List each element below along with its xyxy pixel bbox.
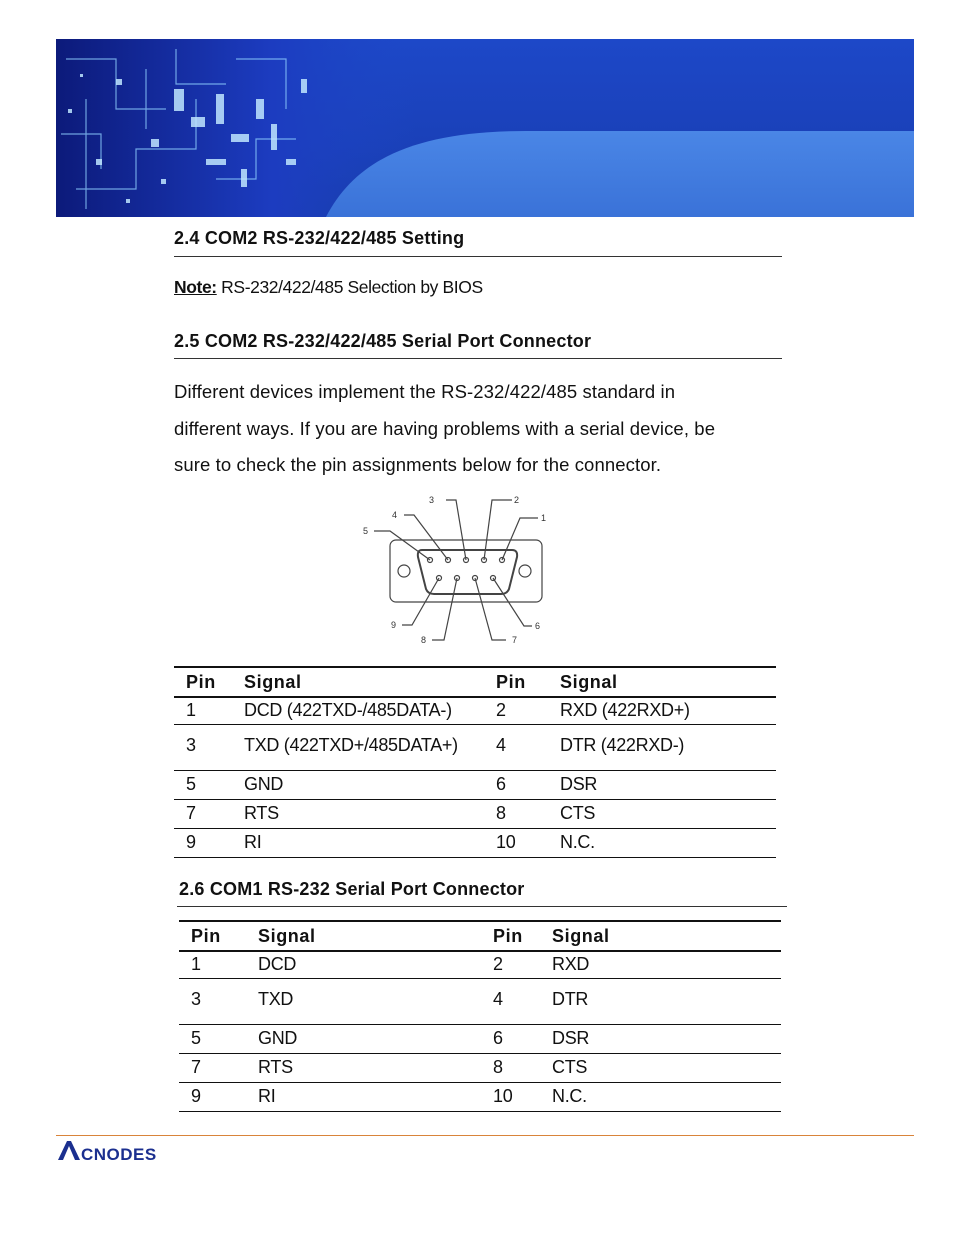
mounting-hole xyxy=(519,565,531,577)
column-header-pin: Pin xyxy=(174,667,244,697)
heading-rule xyxy=(174,256,782,257)
connector-label: 2 xyxy=(514,495,520,505)
note-label: Note: xyxy=(174,277,217,297)
com2-pin-table xyxy=(174,666,776,858)
column-header-signal: Signal xyxy=(552,921,781,951)
table-row xyxy=(174,799,776,828)
pin-cell: 6 xyxy=(496,770,560,799)
table-row xyxy=(174,724,776,770)
signal-cell: RI xyxy=(258,1082,493,1111)
signal-cell: RXD xyxy=(552,951,781,978)
table-row xyxy=(174,828,776,857)
pin-cell: 1 xyxy=(179,951,258,978)
pin-cell: 4 xyxy=(496,724,560,770)
paragraph-line: sure to check the pin assignments below for the connector. xyxy=(174,454,662,475)
signal-cell: DSR xyxy=(560,770,776,799)
section-heading-2-4: 2.4 COM2 RS-232/422/485 Setting xyxy=(174,228,465,248)
pin-cell: 1 xyxy=(174,697,244,724)
column-header-pin: Pin xyxy=(179,921,258,951)
signal-cell: RTS xyxy=(244,799,496,828)
connector-label: 7 xyxy=(512,635,518,645)
signal-cell: DCD xyxy=(258,951,493,978)
column-header-signal: Signal xyxy=(244,667,496,697)
signal-cell: GND xyxy=(244,770,496,799)
connector-label: 6 xyxy=(535,621,541,631)
column-header-signal: Signal xyxy=(258,921,493,951)
signal-cell: DCD (422TXD-/485DATA-) xyxy=(244,697,496,724)
table-row xyxy=(179,1053,781,1082)
pin-cell: 4 xyxy=(493,978,552,1024)
signal-cell: N.C. xyxy=(552,1082,781,1111)
table-row xyxy=(174,697,776,724)
connector-label: 3 xyxy=(429,495,435,505)
connector-label: 1 xyxy=(541,513,547,523)
heading-rule xyxy=(177,906,787,907)
header-banner xyxy=(56,39,914,217)
signal-cell: TXD (422TXD+/485DATA+) xyxy=(244,724,496,770)
section-heading-2-5: 2.5 COM2 RS-232/422/485 Serial Port Connector xyxy=(174,331,592,351)
pin-cell: 2 xyxy=(496,697,560,724)
table-row xyxy=(174,770,776,799)
heading-rule xyxy=(174,358,782,359)
pin-cell: 3 xyxy=(179,978,258,1024)
note-line xyxy=(174,277,483,298)
signal-cell: RTS xyxy=(258,1053,493,1082)
signal-cell: TXD xyxy=(258,978,493,1024)
table-header-row xyxy=(174,667,776,697)
acnodes-logo xyxy=(56,1136,216,1168)
note-text: RS-232/422/485 Selection by BIOS xyxy=(216,277,483,297)
signal-cell: GND xyxy=(258,1024,493,1053)
db9-connector-diagram xyxy=(352,490,552,650)
signal-cell: DTR xyxy=(552,978,781,1024)
circuit-board-banner-image xyxy=(56,39,914,217)
pin-cell: 7 xyxy=(174,799,244,828)
signal-cell: RXD (422RXD+) xyxy=(560,697,776,724)
connector-label: 9 xyxy=(391,620,397,630)
signal-cell: DTR (422RXD-) xyxy=(560,724,776,770)
com1-pin-table xyxy=(179,920,781,1112)
column-header-pin: Pin xyxy=(493,921,552,951)
table-row xyxy=(179,978,781,1024)
pin-cell: 7 xyxy=(179,1053,258,1082)
pin-cell: 8 xyxy=(493,1053,552,1082)
pin-cell: 5 xyxy=(179,1024,258,1053)
connector-d-body xyxy=(418,550,517,594)
pin-cell: 2 xyxy=(493,951,552,978)
connector-label: 8 xyxy=(421,635,427,645)
pin-cell: 8 xyxy=(496,799,560,828)
table-row xyxy=(179,1082,781,1111)
signal-cell: N.C. xyxy=(560,828,776,857)
pin-cell: 10 xyxy=(493,1082,552,1111)
pin-cell: 3 xyxy=(174,724,244,770)
pin-cell: 6 xyxy=(493,1024,552,1053)
signal-cell: RI xyxy=(244,828,496,857)
table-row xyxy=(179,951,781,978)
pin-cell: 10 xyxy=(496,828,560,857)
signal-cell: CTS xyxy=(552,1053,781,1082)
paragraph-line: Different devices implement the RS-232/422/485 standard in xyxy=(174,381,676,402)
pin-cell: 9 xyxy=(174,828,244,857)
logo-text: CNODES xyxy=(81,1145,157,1164)
body-paragraph xyxy=(174,374,774,484)
paragraph-line: different ways. If you are having problems with a serial device, be xyxy=(174,417,716,439)
connector-label: 5 xyxy=(363,526,369,536)
table-header-row xyxy=(179,921,781,951)
column-header-pin: Pin xyxy=(496,667,560,697)
table-row xyxy=(179,1024,781,1053)
signal-cell: CTS xyxy=(560,799,776,828)
column-header-signal: Signal xyxy=(560,667,776,697)
connector-label: 4 xyxy=(392,510,398,520)
section-heading-2-6: 2.6 COM1 RS-232 Serial Port Connector xyxy=(179,879,525,899)
pin-cell: 5 xyxy=(174,770,244,799)
pin-cell: 9 xyxy=(179,1082,258,1111)
signal-cell: DSR xyxy=(552,1024,781,1053)
mounting-hole xyxy=(398,565,410,577)
